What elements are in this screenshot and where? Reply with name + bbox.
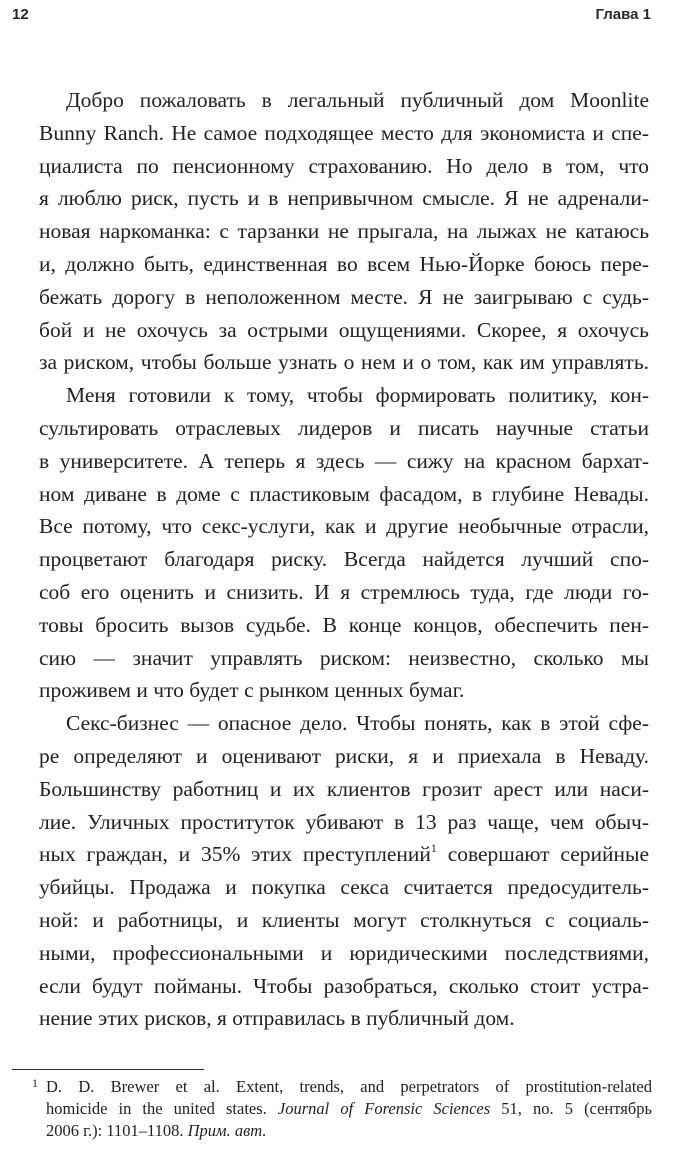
text-line: бежать дорогу в неположенном месте. Я не заигрываю с судь- xyxy=(39,284,649,309)
text-line: соб его оценить и снизить. И я стремлюсь туда, где люди го- xyxy=(39,579,649,604)
text-line: ными, профессиональными и юридическими последствиями, xyxy=(39,940,649,965)
text-line: новая наркоманка: с тарзанки не прыгала, на лыжах не катаюсь xyxy=(39,219,649,244)
text-line: если будут пойманы. Чтобы разобраться, сколько стоит устра- xyxy=(39,973,649,998)
text-line: Секс-бизнес — опасное дело. Чтобы понять, как в этой сфе- xyxy=(66,711,649,736)
text-line-with-footnote xyxy=(12,838,649,871)
footnote-line xyxy=(46,1120,652,1142)
text-line: лие. Уличных проституток убивают в 13 раз чаще, чем обыч- xyxy=(39,809,649,834)
footnote-reference[interactable]: 1 xyxy=(430,841,437,856)
text-line: сию — значит управлять риском: неизвестно, сколько мы xyxy=(39,645,649,670)
footnote-text: homicide in the united states. xyxy=(46,1099,278,1118)
running-head-chapter: Глава 1 xyxy=(595,6,651,23)
text-line: товы бросить вызов судьбе. В конце концов, обеспечить пен- xyxy=(39,612,649,637)
footnote-marker: 1 xyxy=(32,1076,38,1090)
text-line: ной: и работницы, и клиенты могут столкнуться с социаль- xyxy=(39,907,649,932)
text-line: за риском, чтобы больше узнать о нем и о том, как им управлять. xyxy=(39,350,649,375)
page-number: 12 xyxy=(12,6,29,23)
author-note: Прим. авт. xyxy=(187,1121,267,1140)
footnote-line: D. D. Brewer et al. Extent, trends, and perpetrators of prostitution-related xyxy=(46,1077,652,1096)
text-line: проживем и что будет с рынком ценных бумаг. xyxy=(39,678,465,703)
page-header xyxy=(12,6,651,28)
footnote-text: 2006 г.): 1101–1108. xyxy=(46,1121,188,1140)
text-line: Большинству работниц и их клиентов грозит арест или наси- xyxy=(39,776,649,801)
footnote-divider xyxy=(12,1069,204,1070)
paragraph-3 xyxy=(12,707,649,1035)
text-line: сультировать отраслевых лидеров и писать научные статьи xyxy=(39,415,649,440)
text-fragment: ных граждан, и 35% этих преступлений xyxy=(39,842,431,867)
footnote-body xyxy=(46,1076,652,1142)
text-line: убийцы. Продажа и покупка секса считается предосудитель- xyxy=(39,875,649,900)
journal-title: Journal of Forensic Sciences xyxy=(277,1099,491,1118)
text-line: и, должно быть, единственная во всем Нью-Йорке боюсь пере- xyxy=(39,251,649,276)
footnote-text: 51, no. 5 (сентябрь xyxy=(490,1099,652,1118)
text-line: Все потому, что секс-услуги, как и другие необычные отрасли, xyxy=(39,514,649,539)
main-text xyxy=(12,84,649,1035)
text-line: ре определяют и оценивают риски, я и приехала в Неваду. xyxy=(39,743,649,768)
text-line: циалиста по пенсионному страхованию. Но дело в том, что xyxy=(39,153,649,178)
text-fragment: совершают серийные xyxy=(436,842,649,867)
paragraph-1 xyxy=(12,84,649,379)
text-line: бой и не охочусь за острыми ощущениями. Скорее, я охочусь xyxy=(39,317,649,342)
text-line: я люблю риск, пусть и в непривычном смысле. Я не адренали- xyxy=(39,186,649,211)
text-line: Меня готовили к тому, чтобы формировать политику, кон- xyxy=(66,383,649,408)
paragraph-2 xyxy=(12,379,649,707)
text-line: нение этих рисков, я отправилась в публичный дом. xyxy=(39,1006,515,1031)
text-line: Bunny Ranch. Не самое подходящее место для экономиста и спе- xyxy=(39,120,649,145)
text-line: Добро пожаловать в легальный публичный дом Moonlite xyxy=(66,88,649,112)
footnote-line xyxy=(46,1098,652,1120)
text-line: ном диване в доме с пластиковым фасадом, в глубине Невады. xyxy=(39,481,649,506)
text-line: процветают благодаря риску. Всегда найдется лучший спо- xyxy=(39,547,649,572)
text-line: в университете. А теперь я здесь — сижу на красном бархат- xyxy=(39,448,649,473)
footnote xyxy=(12,1076,652,1142)
